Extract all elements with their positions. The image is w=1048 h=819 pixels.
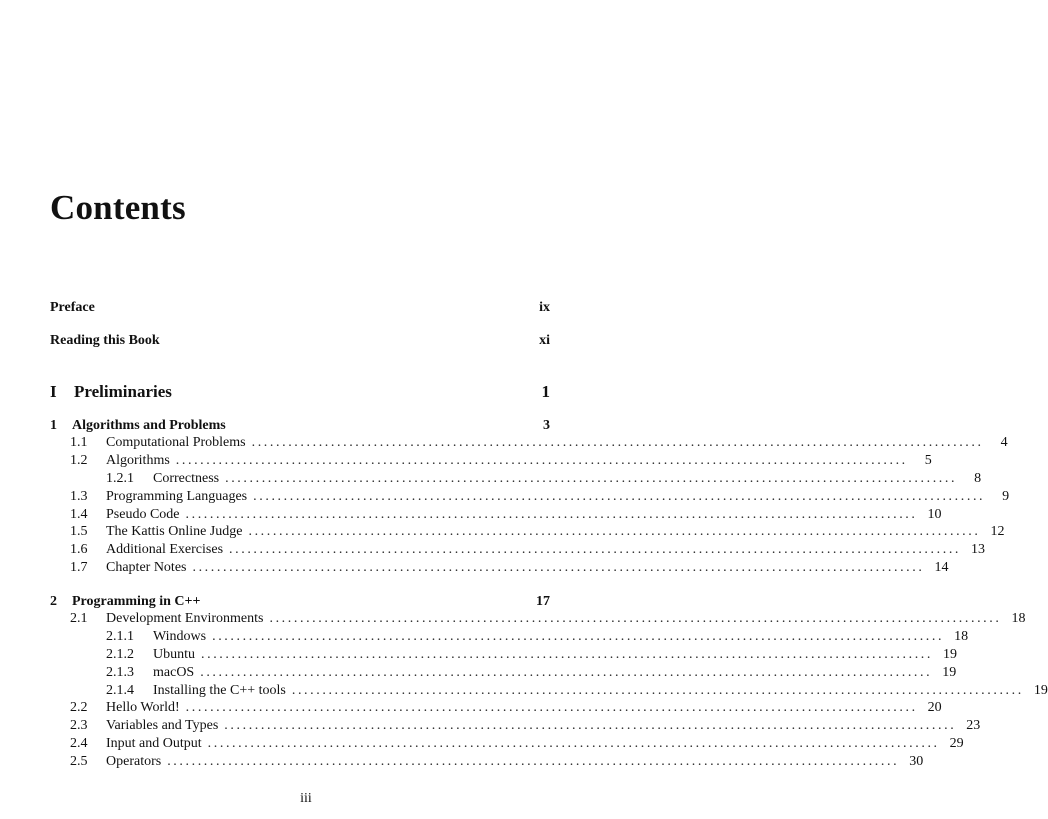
toc-entry-title: Algorithms and Problems: [72, 418, 226, 433]
dot-leader: ........................................................................................................................: [192, 560, 925, 575]
toc-entry-number: 2.1: [70, 611, 88, 626]
toc-entry-page: 14: [934, 560, 949, 575]
page-number: iii: [300, 791, 312, 806]
dot-leader: ........................................................................................................................: [212, 629, 945, 644]
toc-entry-number: 1.6: [70, 542, 88, 557]
toc-entry-title: Installing the C++ tools: [153, 683, 286, 698]
toc-entry-title: Hello World!: [106, 700, 180, 715]
toc-entry-page: 18: [1011, 611, 1026, 626]
toc-entry-number: 2.1.2: [106, 647, 134, 662]
toc-entry[interactable]: [50, 452, 932, 470]
toc-entry-number: 1: [50, 418, 57, 433]
toc-entry-page: xi: [539, 333, 550, 348]
toc-entry[interactable]: [50, 664, 957, 682]
toc-entry-title: Computational Problems: [106, 435, 246, 450]
toc-entry-page: 19: [1033, 683, 1048, 698]
toc-entry[interactable]: [50, 593, 550, 611]
toc-entry-title: Correctness: [153, 471, 220, 486]
toc-entry-page: ix: [539, 300, 550, 315]
toc-entry-number: 1.2: [70, 453, 88, 468]
toc-entry[interactable]: [50, 735, 964, 753]
toc-entry-title: Ubuntu: [153, 647, 195, 662]
toc-entry-title: Windows: [153, 629, 207, 644]
toc-entry[interactable]: [50, 332, 550, 350]
toc-entry-number: 1.1: [70, 435, 88, 450]
toc-entry[interactable]: [50, 559, 949, 577]
toc-entry-title: Development Environments: [106, 611, 264, 626]
toc-entry-page: 23: [966, 718, 981, 733]
toc-entry-page: 8: [974, 471, 982, 486]
toc-entry-page: 17: [536, 594, 550, 609]
toc-entry-title: Pseudo Code: [106, 507, 180, 522]
toc-entry-title: Preliminaries: [74, 382, 172, 401]
toc-entry-number: I: [50, 382, 57, 401]
toc-entry-number: 2.1.1: [106, 629, 134, 644]
toc-entry[interactable]: [50, 299, 550, 317]
toc-entry[interactable]: [50, 610, 1026, 628]
toc-entry[interactable]: [50, 699, 942, 717]
toc-entry-title: macOS: [153, 665, 195, 680]
toc-entry[interactable]: [50, 628, 969, 646]
toc-entry-title: Additional Exercises: [106, 542, 224, 557]
page-title: Contents: [50, 188, 186, 227]
dot-leader: ........................................................................................................................: [229, 542, 962, 557]
toc-entry-number: 2.2: [70, 700, 88, 715]
toc-entry[interactable]: [50, 417, 550, 435]
toc-entry-title: Programming in C++: [72, 594, 201, 609]
toc-entry[interactable]: [50, 506, 942, 524]
toc-entry-title: The Kattis Online Judge: [106, 524, 243, 539]
dot-leader: ........................................................................................................................: [253, 489, 986, 504]
toc-entry-page: 29: [949, 736, 964, 751]
toc-entry[interactable]: [50, 717, 981, 735]
toc-entry-page: 4: [1000, 435, 1008, 450]
toc-entry-number: 2.1.3: [106, 665, 134, 680]
dot-leader: ........................................................................................................................: [269, 611, 1002, 626]
dot-leader: ........................................................................................................................: [291, 683, 1024, 698]
toc-entry[interactable]: [50, 541, 986, 559]
toc-entry[interactable]: [50, 381, 550, 403]
toc-entry-page: 18: [954, 629, 969, 644]
dot-leader: ........................................................................................................................: [167, 754, 900, 769]
toc-entry-page: 9: [1002, 489, 1010, 504]
dot-leader: ........................................................................................................................: [224, 718, 957, 733]
toc-entry-page: 13: [971, 542, 986, 557]
toc-entry-page: 5: [924, 453, 932, 468]
toc-entry-number: 2.3: [70, 718, 88, 733]
toc-entry-number: 1.2.1: [106, 471, 134, 486]
toc-entry[interactable]: [50, 434, 1008, 452]
toc-entry-number: 2: [50, 594, 57, 609]
toc-entry-number: 2.1.4: [106, 683, 134, 698]
dot-leader: ........................................................................................................................: [207, 736, 940, 751]
toc-entry[interactable]: [50, 682, 1048, 700]
toc-entry[interactable]: [50, 523, 1005, 541]
toc-entry-title: Input and Output: [106, 736, 202, 751]
toc-entry[interactable]: [50, 646, 957, 664]
dot-leader: ........................................................................................................................: [175, 453, 908, 468]
toc-entry-page: 1: [541, 382, 550, 401]
toc-entry-number: 1.5: [70, 524, 88, 539]
toc-entry-page: 3: [543, 418, 550, 433]
toc-entry[interactable]: [50, 488, 1010, 506]
toc-entry[interactable]: [50, 753, 924, 771]
toc-entry-page: 20: [927, 700, 942, 715]
dot-leader: ........................................................................................................................: [200, 665, 933, 680]
toc-entry-page: 19: [942, 665, 957, 680]
toc-entry-number: 2.4: [70, 736, 88, 751]
dot-leader: ........................................................................................................................: [201, 647, 933, 662]
toc-entry-page: 30: [909, 754, 924, 769]
toc-entry-number: 1.4: [70, 507, 88, 522]
toc-entry-title: Preface: [50, 300, 95, 315]
toc-entry-number: 1.7: [70, 560, 88, 575]
dot-leader: ........................................................................................................................: [248, 524, 981, 539]
toc-entry-title: Variables and Types: [106, 718, 219, 733]
toc-entry-title: Chapter Notes: [106, 560, 187, 575]
dot-leader: ........................................................................................................................: [225, 471, 958, 486]
toc-entry-number: 2.5: [70, 754, 88, 769]
dot-leader: ........................................................................................................................: [185, 507, 918, 522]
toc-entry-title: Programming Languages: [106, 489, 248, 504]
toc-entry[interactable]: [50, 470, 982, 488]
toc-entry-page: 19: [943, 647, 957, 662]
dot-leader: ........................................................................................................................: [185, 700, 918, 715]
toc-entry-title: Reading this Book: [50, 333, 160, 348]
toc-entry-title: Algorithms: [106, 453, 170, 468]
toc-entry-title: Operators: [106, 754, 162, 769]
toc-entry-number: 1.3: [70, 489, 88, 504]
toc-entry-page: 10: [927, 507, 942, 522]
toc-entry-page: 12: [990, 524, 1005, 539]
dot-leader: ........................................................................................................................: [251, 435, 984, 450]
